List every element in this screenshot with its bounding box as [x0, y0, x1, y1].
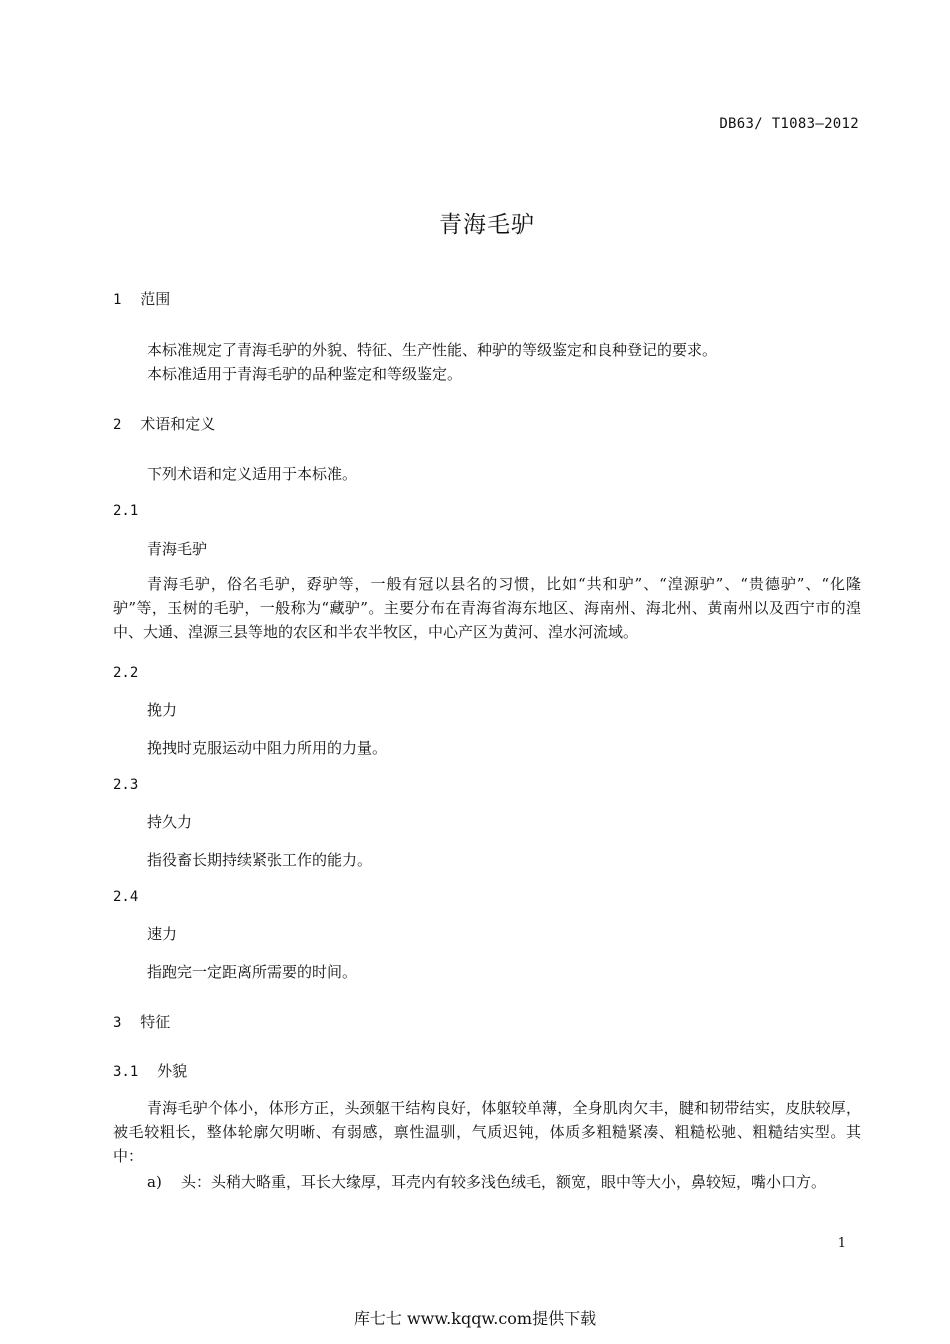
scope-paragraph-1: 本标准规定了青海毛驴的外貌、特征、生产性能、种驴的等级鉴定和良种登记的要求。 — [147, 341, 718, 359]
term-endurance: 持久力 — [147, 813, 193, 831]
term-speed: 速力 — [147, 925, 178, 943]
section-number: 3.1 — [113, 1064, 139, 1080]
clause-2-2-number: 2.2 — [113, 665, 139, 681]
term-qinghai-donkey: 青海毛驴 — [147, 540, 208, 558]
document-code: DB63/ T1083—2012 — [719, 116, 859, 132]
section-number: 3 — [113, 1015, 122, 1031]
section-number: 1 — [113, 292, 122, 308]
document-title: 青海毛驴 — [439, 212, 535, 238]
clause-2-1-number: 2.1 — [113, 503, 139, 519]
term-draft-force: 挽力 — [147, 701, 178, 719]
list-marker: a) — [147, 1173, 162, 1191]
terms-intro-paragraph: 下列术语和定义适用于本标准。 — [147, 465, 358, 483]
section-1-heading — [113, 288, 170, 309]
list-item — [147, 1170, 861, 1194]
section-title: 范围 — [140, 290, 171, 308]
list-item-text: 头：头稍大略重，耳长大缘厚，耳壳内有较多浅色绒毛，额宽，眼中等大小，鼻较短，嘴小口方。 — [181, 1173, 827, 1191]
section-3-heading — [113, 1011, 170, 1032]
footer-watermark: 库七七 www.kqqw.com提供下载 — [353, 1309, 597, 1328]
definition-draft-force: 挽拽时克服运动中阻力所用的力量。 — [147, 739, 388, 757]
definition-qinghai-donkey: 青海毛驴，俗名毛驴，孬驴等，一般有冠以县名的习惯，比如“共和驴”、“湟源驴”、“贵德驴”、“化隆驴”等，玉树的毛驴，一般称为“藏驴”。主要分布在青海省海东地区、海南州、海北州、黄南州以及西宁市的湟中、大通、湟源三县等地的农区和半农半牧区，中心产区为黄河、湟水河流域。 — [113, 575, 861, 641]
clause-2-3-number: 2.3 — [113, 777, 139, 793]
section-2-heading — [113, 413, 215, 434]
scope-paragraph-2: 本标准适用于青海毛驴的品种鉴定和等级鉴定。 — [147, 365, 463, 383]
definition-endurance: 指役畜长期持续紧张工作的能力。 — [147, 851, 373, 869]
page-number: 1 — [837, 1236, 846, 1251]
section-title: 特征 — [140, 1013, 171, 1031]
clause-3-1-heading — [113, 1060, 187, 1081]
section-title: 外貌 — [157, 1062, 188, 1080]
section-title: 术语和定义 — [140, 415, 216, 433]
section-number: 2 — [113, 417, 122, 433]
appearance-paragraph: 青海毛驴个体小，体形方正，头颈躯干结构良好，体躯较单薄，全身肌肉欠丰，腱和韧带结实，皮肤较厚，被毛较粗长，整体轮廓欠明晰、有弱感，禀性温驯，气质迟钝，体质多粗糙紧凑、粗糙松驰、粗糙结实型。其中： — [113, 1099, 861, 1165]
definition-speed: 指跑完一定距离所需要的时间。 — [147, 963, 358, 981]
clause-2-4-number: 2.4 — [113, 889, 139, 905]
